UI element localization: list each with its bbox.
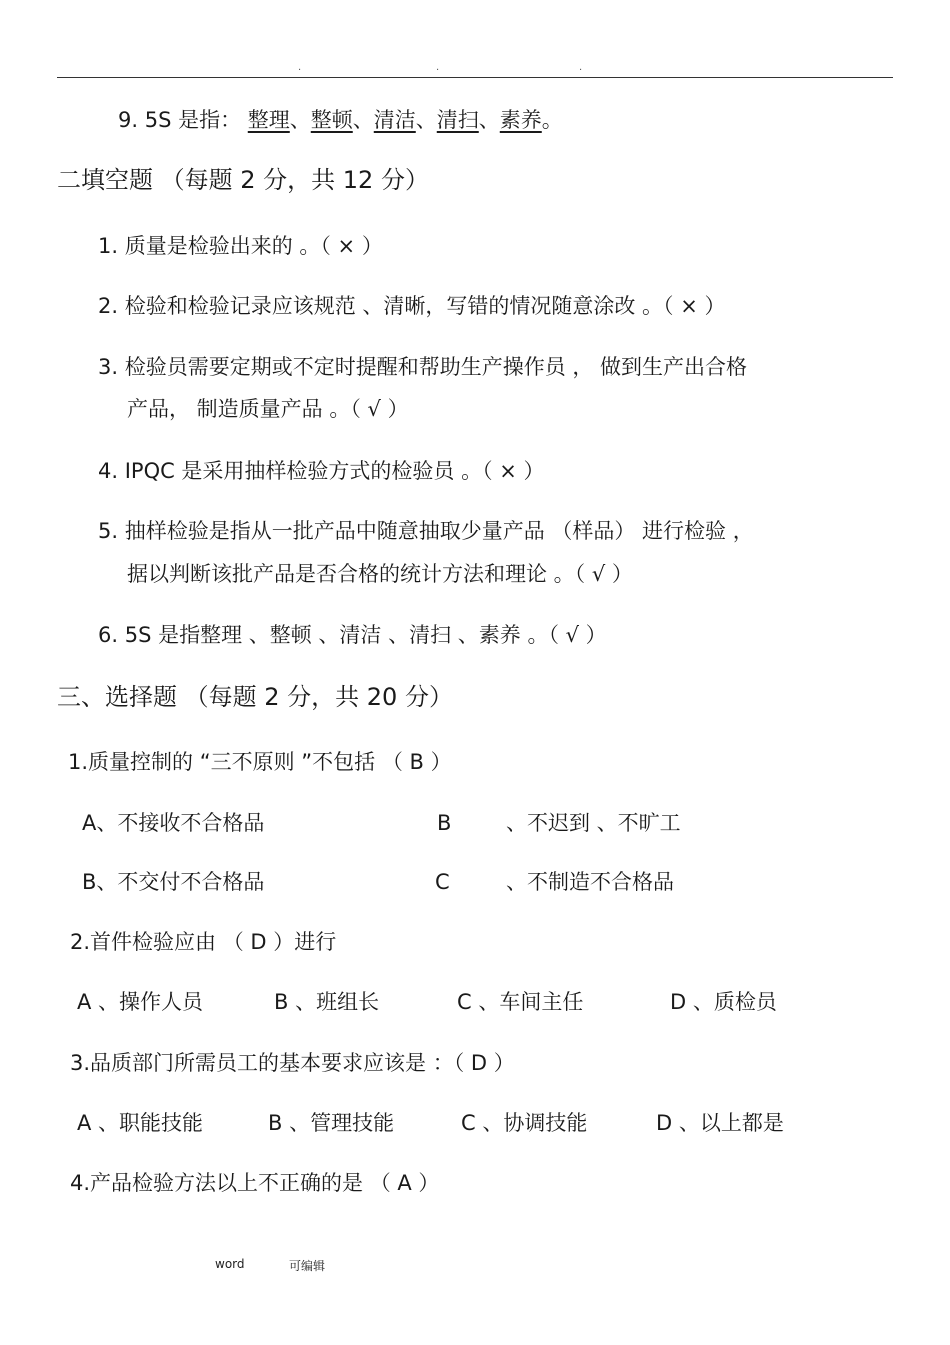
section-title: 三、选择题 （每题 2 分，共 20 分） <box>57 683 453 711</box>
separator: 、 <box>352 108 374 132</box>
choice-question: 1.质量控制的 “三不原则 ”不包括 （ B ） <box>68 750 452 774</box>
option: A、不接收不合格品 <box>82 811 265 835</box>
separator: 、 <box>289 108 311 132</box>
end-mark: 。 <box>541 108 563 132</box>
separator: 、 <box>478 108 500 132</box>
option: C 、车间主任 <box>457 990 584 1014</box>
footer-right: 可编辑 <box>289 1259 326 1273</box>
header-dot: . <box>298 62 302 73</box>
question-item-cont: 据以判断该批产品是否合格的统计方法和理论 。（ √ ） <box>127 562 633 586</box>
choice-question: 4.产品检验方法以上不正确的是 （ A ） <box>70 1171 440 1195</box>
option: B 、管理技能 <box>268 1111 395 1135</box>
footer-left: word <box>215 1257 245 1271</box>
option-letter: B <box>437 811 452 835</box>
option: 、不迟到 、不旷工 <box>506 811 681 835</box>
fill-item-9 <box>118 106 563 134</box>
header-dot: . <box>579 62 583 73</box>
answer-term: 整理 <box>247 108 290 132</box>
option: B 、班组长 <box>274 990 380 1014</box>
option: A 、操作人员 <box>77 990 204 1014</box>
option: 、不制造不合格品 <box>506 870 674 894</box>
question-item: 5. 抽样检验是指从一批产品中随意抽取少量产品 （样品） 进行检验 ， <box>98 519 754 543</box>
question-item: 6. 5S 是指整理 、整顿 、清洁 、清扫 、素养 。（ √ ） <box>98 623 607 647</box>
choice-question: 3.品质部门所需员工的基本要求应该是 ：（ D ） <box>70 1051 515 1075</box>
answer-term: 清扫 <box>436 108 479 132</box>
answer-term: 整顿 <box>310 108 353 132</box>
answer-term: 清洁 <box>373 108 416 132</box>
option-letter: C <box>435 870 450 894</box>
header-rule <box>57 77 893 78</box>
question-item: 4. IPQC 是采用抽样检验方式的检验员 。（ × ） <box>98 459 545 483</box>
question-item: 1. 质量是检验出来的 。（ × ） <box>98 234 383 258</box>
option: A 、职能技能 <box>77 1111 204 1135</box>
question-item: 3. 检验员需要定期或不定时提醒和帮助生产操作员 ， 做到生产出合格 <box>98 355 748 379</box>
option: B、不交付不合格品 <box>82 870 265 894</box>
question-item: 2. 检验和检验记录应该规范 、清晰，写错的情况随意涂改 。（ × ） <box>98 294 726 318</box>
header-dot: . <box>436 62 440 73</box>
answer-term: 素养 <box>499 108 542 132</box>
option: C 、协调技能 <box>461 1111 588 1135</box>
question-item-cont: 产品， 制造质量产品 。（ √ ） <box>127 397 409 421</box>
choice-question: 2.首件检验应由 （ D ）进行 <box>70 930 337 954</box>
section-title: 二填空题 （每题 2 分，共 12 分） <box>57 166 429 194</box>
separator: 、 <box>415 108 437 132</box>
item-prefix: 9. 5S 是指： <box>118 108 242 132</box>
option: D 、以上都是 <box>656 1111 784 1135</box>
option: D 、质检员 <box>670 990 777 1014</box>
